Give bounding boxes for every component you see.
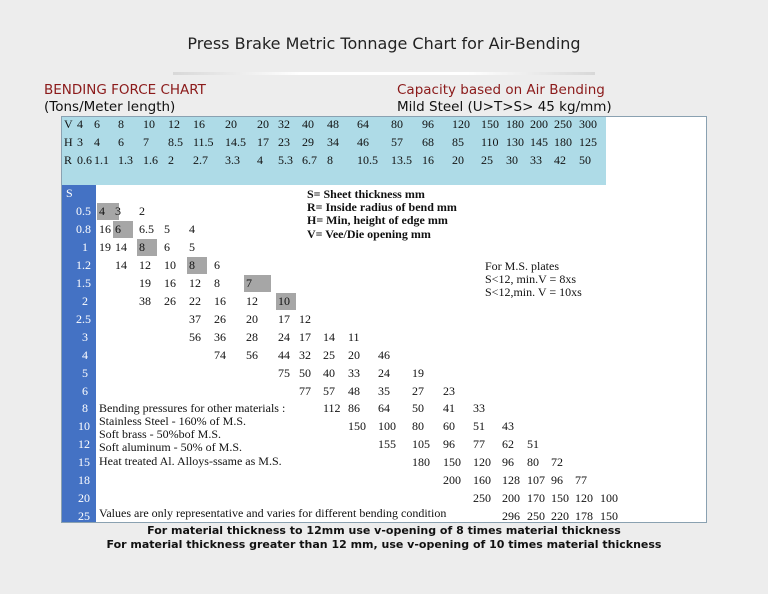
dimension-cell: 64 [357, 117, 369, 131]
tons-per-meter-subheading: (Tons/Meter length) [44, 99, 176, 115]
tonnage-cell: 200 [443, 473, 461, 487]
legend-line: S= Sheet thickness mm [307, 187, 425, 201]
dimension-cell: 29 [302, 135, 314, 149]
tonnage-cell: 19 [139, 276, 151, 290]
tonnage-cell: 112 [323, 401, 341, 415]
tonnage-cell: 19 [412, 366, 424, 380]
thickness-label: 20 [78, 491, 90, 505]
footer-note: For material thickness to 12mm use v-opening of 8 times material thickness [147, 524, 621, 537]
thickness-label: 2 [82, 294, 88, 308]
tonnage-cell: 120 [575, 491, 593, 505]
tonnage-cell: 8 [189, 258, 195, 272]
thickness-label: 25 [78, 509, 90, 523]
thickness-label: 18 [78, 473, 90, 487]
tonnage-cell: 296 [502, 509, 520, 523]
dimension-cell: 13.5 [391, 153, 412, 167]
dimension-cell: 125 [579, 135, 597, 149]
dimension-cell: 4 [94, 135, 100, 149]
tonnage-cell: 26 [164, 294, 176, 308]
dimension-cell: 4 [77, 117, 83, 131]
dimension-cell: 150 [481, 117, 499, 131]
dimension-cell: 40 [302, 117, 314, 131]
other-materials-note: Soft aluminum - 50% of M.S. [99, 440, 242, 454]
tonnage-cell: 2 [139, 204, 145, 218]
dimension-cell: 33 [530, 153, 542, 167]
tonnage-cell: 150 [600, 509, 618, 523]
tonnage-cell: 74 [214, 348, 226, 362]
other-materials-note: Bending pressures for other materials : [99, 401, 286, 415]
dimension-cell: 46 [357, 135, 369, 149]
tonnage-cell: 8 [214, 276, 220, 290]
tonnage-cell: 11 [348, 330, 360, 344]
tonnage-cell: 60 [443, 419, 455, 433]
tonnage-cell: 56 [246, 348, 258, 362]
tonnage-cell: 120 [473, 455, 491, 469]
dimension-cell: 0.6 [77, 153, 92, 167]
tonnage-cell: 10 [164, 258, 176, 272]
other-materials-note: Heat treated Al. Alloys-ssame as M.S. [99, 454, 282, 468]
tonnage-cell: 64 [378, 401, 390, 415]
thickness-label: 4 [82, 348, 88, 362]
tonnage-cell: 170 [527, 491, 545, 505]
tonnage-cell: 40 [323, 366, 335, 380]
dimension-cell: 11.5 [193, 135, 214, 149]
tonnage-cell: 10 [278, 294, 290, 308]
tonnage-cell: 150 [348, 419, 366, 433]
tonnage-cell: 6 [164, 240, 170, 254]
tonnage-cell: 105 [412, 437, 430, 451]
tonnage-cell: 51 [473, 419, 485, 433]
thickness-label: 0.8 [76, 222, 91, 236]
tonnage-cell: 17 [299, 330, 311, 344]
tonnage-cell: 20 [246, 312, 258, 326]
dimension-cell: 1.6 [143, 153, 158, 167]
dimension-cell: 10 [143, 117, 155, 131]
dimension-cell: 200 [530, 117, 548, 131]
tonnage-cell: 38 [139, 294, 151, 308]
tonnage-cell: 12 [189, 276, 201, 290]
tonnage-cell: 6.5 [139, 222, 154, 236]
tonnage-cell: 56 [189, 330, 201, 344]
dimension-cell: 6 [118, 135, 124, 149]
tonnage-cell: 14 [115, 258, 127, 272]
bending-force-heading: BENDING FORCE CHART [44, 82, 206, 98]
tonnage-cell: 5 [189, 240, 195, 254]
mild-steel-subheading: Mild Steel (U>T>S> 45 kg/mm) [397, 99, 612, 115]
tonnage-cell: 3 [115, 204, 121, 218]
dimension-cell: 120 [452, 117, 470, 131]
dimension-cell: 250 [554, 117, 572, 131]
dimension-cell: 7 [143, 135, 149, 149]
tonnage-cell: 6 [214, 258, 220, 272]
tonnage-cell: 160 [473, 473, 491, 487]
tonnage-cell: 128 [502, 473, 520, 487]
ms-plates-note: S<12,min. V = 10xs [485, 285, 582, 299]
thickness-label: 1 [82, 240, 88, 254]
legend-line: H= Min, height of edge mm [307, 213, 448, 227]
thickness-label: 1.2 [76, 258, 91, 272]
dimension-cell: 8.5 [168, 135, 183, 149]
capacity-heading: Capacity based on Air Bending [397, 82, 605, 98]
tonnage-cell: 96 [502, 455, 514, 469]
tonnage-cell: 96 [551, 473, 563, 487]
tonnage-cell: 12 [139, 258, 151, 272]
tonnage-cell: 8 [139, 240, 145, 254]
dimension-cell: 50 [579, 153, 591, 167]
tonnage-cell: 96 [443, 437, 455, 451]
tonnage-cell: 150 [443, 455, 461, 469]
thickness-label: 12 [78, 437, 90, 451]
dimension-cell: 42 [554, 153, 566, 167]
tonnage-cell: 35 [378, 384, 390, 398]
tonnage-cell: 19 [99, 240, 111, 254]
thickness-label: 10 [78, 419, 90, 433]
representative-note: Values are only representative and varies for different bending condition [99, 506, 447, 520]
dimension-cell: 80 [391, 117, 403, 131]
thickness-label: 8 [82, 401, 88, 415]
tonnage-cell: 17 [278, 312, 290, 326]
dimension-cell: 48 [327, 117, 339, 131]
dimension-cell: 5.3 [278, 153, 293, 167]
tonnage-cell: 20 [348, 348, 360, 362]
tonnage-cell: 41 [443, 401, 455, 415]
tonnage-cell: 75 [278, 366, 290, 380]
thickness-label: 0.5 [76, 204, 91, 218]
tonnage-cell: 16 [214, 294, 226, 308]
dimension-cell: 32 [278, 117, 290, 131]
dimension-cell: 25 [481, 153, 493, 167]
dimension-cell: 96 [422, 117, 434, 131]
dimension-cell: 6 [94, 117, 100, 131]
dimension-label-h: H [64, 135, 73, 149]
other-materials-note: Stainless Steel - 160% of M.S. [99, 414, 246, 428]
dimension-cell: 34 [327, 135, 339, 149]
tonnage-cell: 178 [575, 509, 593, 523]
tonnage-cell: 4 [99, 204, 105, 218]
tonnage-cell: 100 [378, 419, 396, 433]
dimension-cell: 10.5 [357, 153, 378, 167]
thickness-label: 5 [82, 366, 88, 380]
tonnage-cell: 16 [99, 222, 111, 236]
tonnage-cell: 62 [502, 437, 514, 451]
tonnage-cell: 80 [412, 419, 424, 433]
tonnage-cell: 26 [214, 312, 226, 326]
dimension-cell: 4 [257, 153, 263, 167]
tonnage-cell: 155 [378, 437, 396, 451]
dimension-cell: 8 [327, 153, 333, 167]
tonnage-cell: 220 [551, 509, 569, 523]
dimension-cell: 16 [193, 117, 205, 131]
dimension-cell: 23 [278, 135, 290, 149]
tonnage-cell: 23 [443, 384, 455, 398]
tonnage-cell: 57 [323, 384, 335, 398]
tonnage-cell: 100 [600, 491, 618, 505]
page-title: Press Brake Metric Tonnage Chart for Air-Bending [187, 34, 581, 53]
dimension-cell: 85 [452, 135, 464, 149]
tonnage-cell: 33 [348, 366, 360, 380]
dimension-cell: 130 [506, 135, 524, 149]
dimension-cell: 16 [422, 153, 434, 167]
tonnage-cell: 86 [348, 401, 360, 415]
dimension-cell: 180 [506, 117, 524, 131]
tonnage-cell: 12 [246, 294, 258, 308]
tonnage-cell: 107 [527, 473, 545, 487]
title-underline [173, 72, 595, 75]
dimension-cell: 145 [530, 135, 548, 149]
tonnage-cell: 150 [551, 491, 569, 505]
tonnage-cell: 44 [278, 348, 290, 362]
footer-note: For material thickness greater than 12 mm, use v-opening of 10 times material thickness [106, 538, 662, 551]
ms-plates-note: For M.S. plates [485, 259, 560, 273]
tonnage-cell: 27 [412, 384, 424, 398]
dimension-cell: 14.5 [225, 135, 246, 149]
dimension-cell: 20 [452, 153, 464, 167]
tonnage-cell: 50 [299, 366, 311, 380]
dimension-cell: 8 [118, 117, 124, 131]
dimension-cell: 2.7 [193, 153, 208, 167]
thickness-label: 2.5 [76, 312, 91, 326]
dimension-cell: 1.1 [94, 153, 109, 167]
tonnage-cell: 7 [246, 276, 252, 290]
tonnage-cell: 36 [214, 330, 226, 344]
tonnage-cell: 180 [412, 455, 430, 469]
legend-line: V= Vee/Die opening mm [307, 227, 431, 241]
dimension-cell: 300 [579, 117, 597, 131]
dimension-cell: 3 [77, 135, 83, 149]
tonnage-cell: 200 [502, 491, 520, 505]
dimension-cell: 17 [257, 135, 269, 149]
tonnage-cell: 51 [527, 437, 539, 451]
tonnage-cell: 24 [378, 366, 390, 380]
thickness-label: 6 [82, 384, 88, 398]
dimension-cell: 110 [481, 135, 499, 149]
dimension-cell: 3.3 [225, 153, 240, 167]
tonnage-cell: 4 [189, 222, 195, 236]
thickness-label: 15 [78, 455, 90, 469]
tonnage-cell: 25 [323, 348, 335, 362]
tonnage-cell: 32 [299, 348, 311, 362]
tonnage-cell: 250 [473, 491, 491, 505]
tonnage-cell: 33 [473, 401, 485, 415]
dimension-cell: 12 [168, 117, 180, 131]
s-column-header: S [66, 186, 73, 200]
tonnage-cell: 6 [115, 222, 121, 236]
tonnage-cell: 14 [323, 330, 335, 344]
tonnage-cell: 16 [164, 276, 176, 290]
dimension-cell: 20 [257, 117, 269, 131]
tonnage-cell: 77 [473, 437, 485, 451]
dimension-cell: 30 [506, 153, 518, 167]
thickness-label: 3 [82, 330, 88, 344]
tonnage-cell: 50 [412, 401, 424, 415]
ms-plates-note: S<12, min.V = 8xs [485, 272, 576, 286]
tonnage-cell: 77 [575, 473, 587, 487]
legend-line: R= Inside radius of bend mm [307, 200, 457, 214]
dimension-cell: 180 [554, 135, 572, 149]
dimension-cell: 2 [168, 153, 174, 167]
tonnage-cell: 80 [527, 455, 539, 469]
dimension-label-r: R [64, 153, 73, 167]
tonnage-cell: 43 [502, 419, 514, 433]
tonnage-cell: 5 [164, 222, 170, 236]
tonnage-cell: 12 [299, 312, 311, 326]
dimension-cell: 20 [225, 117, 237, 131]
tonnage-cell: 48 [348, 384, 360, 398]
dimension-cell: 1.3 [118, 153, 133, 167]
dimension-cell: 57 [391, 135, 403, 149]
dimension-cell: 68 [422, 135, 434, 149]
tonnage-cell: 77 [299, 384, 311, 398]
tonnage-cell: 46 [378, 348, 390, 362]
tonnage-cell: 37 [189, 312, 201, 326]
tonnage-cell: 24 [278, 330, 290, 344]
tonnage-cell: 250 [527, 509, 545, 523]
other-materials-note: Soft brass - 50%bof M.S. [99, 427, 221, 441]
thickness-label: 1.5 [76, 276, 91, 290]
dimension-cell: 6.7 [302, 153, 317, 167]
tonnage-cell: 28 [246, 330, 258, 344]
tonnage-cell: 22 [189, 294, 201, 308]
tonnage-cell: 14 [115, 240, 127, 254]
dimension-label-v: V [64, 117, 73, 131]
tonnage-cell: 72 [551, 455, 563, 469]
